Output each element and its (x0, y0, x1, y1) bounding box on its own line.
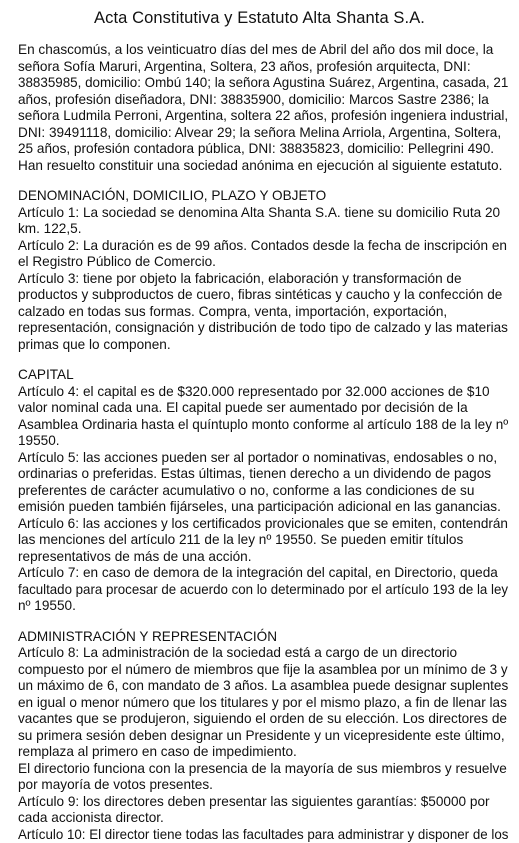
text-line: señora Ludmila Perroni, Argentina, soltera 22 años, profesión ingeniera industrial, (18, 108, 507, 125)
text-line: por mayoría de votos presentes. (18, 777, 508, 794)
section-administracion (18, 629, 508, 843)
text-line: su primera sesión deben designar un Presidente y un vicepresidente este último, (18, 728, 508, 745)
text-line: señora Sofía Maruri, Argentina, Soltera, 23 años, profesión arquitecta, DNI: (18, 59, 508, 76)
text-line: nº 19550. (18, 598, 508, 615)
text-line: representativos de más de una acción. (18, 549, 508, 566)
document-body (18, 42, 508, 843)
text-line: en igual o menor número que los titulares y por el mismo plazo, a fin de llenar las (18, 695, 508, 712)
text-line: Artículo 8: La administración de la sociedad está a cargo de un directorio (18, 645, 508, 662)
text-line: valor nominal cada una. El capital puede ser aumentado por decisión de la (18, 400, 508, 417)
text-line: Artículo 5: las acciones pueden ser al portador o nominativas, endosables o no, (18, 450, 508, 467)
text-line: Asamblea Ordinaria hasta el quíntuplo monto conforme al artículo 188 de la ley nº (18, 417, 505, 434)
section-heading: DENOMINACIÓN, DOMICILIO, PLAZO Y OBJETO (18, 188, 508, 205)
text-line: un máximo de 6, con mandato de 3 años. La asamblea puede designar suplentes (18, 678, 507, 695)
text-line: representación, consignación y distribución de todo tipo de calzado y las materias (18, 320, 506, 337)
text-line: Artículo 3: tiene por objeto la fabricación, elaboración y transformación de (18, 271, 508, 288)
text-line: productos y subproductos de cuero, fibras sintéticas y caucho y la confección de (18, 287, 508, 304)
text-line: Artículo 10: El director tiene todas las facultades para administrar y disponer de los (18, 827, 499, 843)
document-title: Acta Constitutiva y Estatuto Alta Shanta S.A. (0, 8, 519, 28)
text-line: DNI: 39491118, domicilio: Alvear 29; la señora Melina Arriola, Argentina, Soltera, (18, 125, 508, 142)
text-line: calzado en todas sus formas. Compra, venta, importación, exportación, (18, 304, 508, 321)
text-line: Artículo 7: en caso de demora de la integración del capital, en Directorio, queda (18, 565, 508, 582)
text-line: vacantes que se produjeron, siguiendo el orden de su elección. Los directores de (18, 711, 508, 728)
text-line: Artículo 4: el capital es de $320.000 representado por 32.000 acciones de $10 (18, 384, 508, 401)
section-spacer (18, 353, 508, 367)
text-line: 38835985, domicilio: Ombú 140; la señora Agustina Suárez, Argentina, casada, 21 (18, 75, 501, 92)
text-line: el Registro Público de Comercio. (18, 254, 508, 271)
text-line: facultado para procesar de acuerdo con lo determinado por el artículo 193 de la ley (18, 582, 497, 599)
text-line: primas que lo componen. (18, 337, 508, 354)
text-line: Artículo 9: los directores deben presentar las siguientes garantías: $50000 por (18, 794, 508, 811)
section-spacer (18, 615, 508, 629)
text-line: cada accionista director. (18, 810, 508, 827)
text-line: El directorio funciona con la presencia de la mayoría de sus miembros y resuelve (18, 761, 508, 778)
text-line: compuesto por el número de miembros que fije la asamblea por un mínimo de 3 y (18, 662, 505, 679)
text-line: emisión pueden también fijárseles, una participación adicional en las ganancias. (18, 499, 508, 516)
text-line: Artículo 1: La sociedad se denomina Alta Shanta S.A. tiene su domicilio Ruta 20 (18, 205, 508, 222)
text-line: ordinarias o preferidas. Estas últimas, tienen derecho a un dividendo de pagos (18, 466, 508, 483)
section-capital (18, 367, 508, 615)
text-line: Artículo 6: las acciones y los certificados provicionales que se emiten, contendrán (18, 516, 506, 533)
text-line: En chascomús, a los veinticuatro días del mes de Abril del año dos mil doce, la (18, 42, 508, 59)
text-line: remplaza al primero en caso de impedimiento. (18, 744, 508, 761)
text-line: Han resuelto constituir una sociedad anónima en ejecución al siguiente estatuto. (18, 158, 508, 175)
section-heading: CAPITAL (18, 367, 508, 384)
section-heading: ADMINISTRACIÓN Y REPRESENTACIÓN (18, 629, 508, 646)
section-spacer (18, 174, 508, 188)
section-denominacion (18, 188, 508, 353)
text-line: las menciones del artículo 211 de la ley nº 19550. Se pueden emitir títulos (18, 532, 508, 549)
text-line: Artículo 2: La duración es de 99 años. Contados desde la fecha de inscripción en (18, 238, 508, 255)
text-line: 19550. (18, 433, 508, 450)
text-line: años, profesión diseñadora, DNI: 38835900, domicilio: Marcos Sastre 2386; la (18, 92, 508, 109)
intro-paragraph (18, 42, 508, 174)
text-line: preferentes de carácter acumulativo o no, conforme a las condiciones de su (18, 483, 508, 500)
text-line: 25 años, profesión contadora pública, DNI: 38835823, domicilio: Pellegrini 490. (18, 141, 508, 158)
text-line: km. 122,5. (18, 221, 508, 238)
